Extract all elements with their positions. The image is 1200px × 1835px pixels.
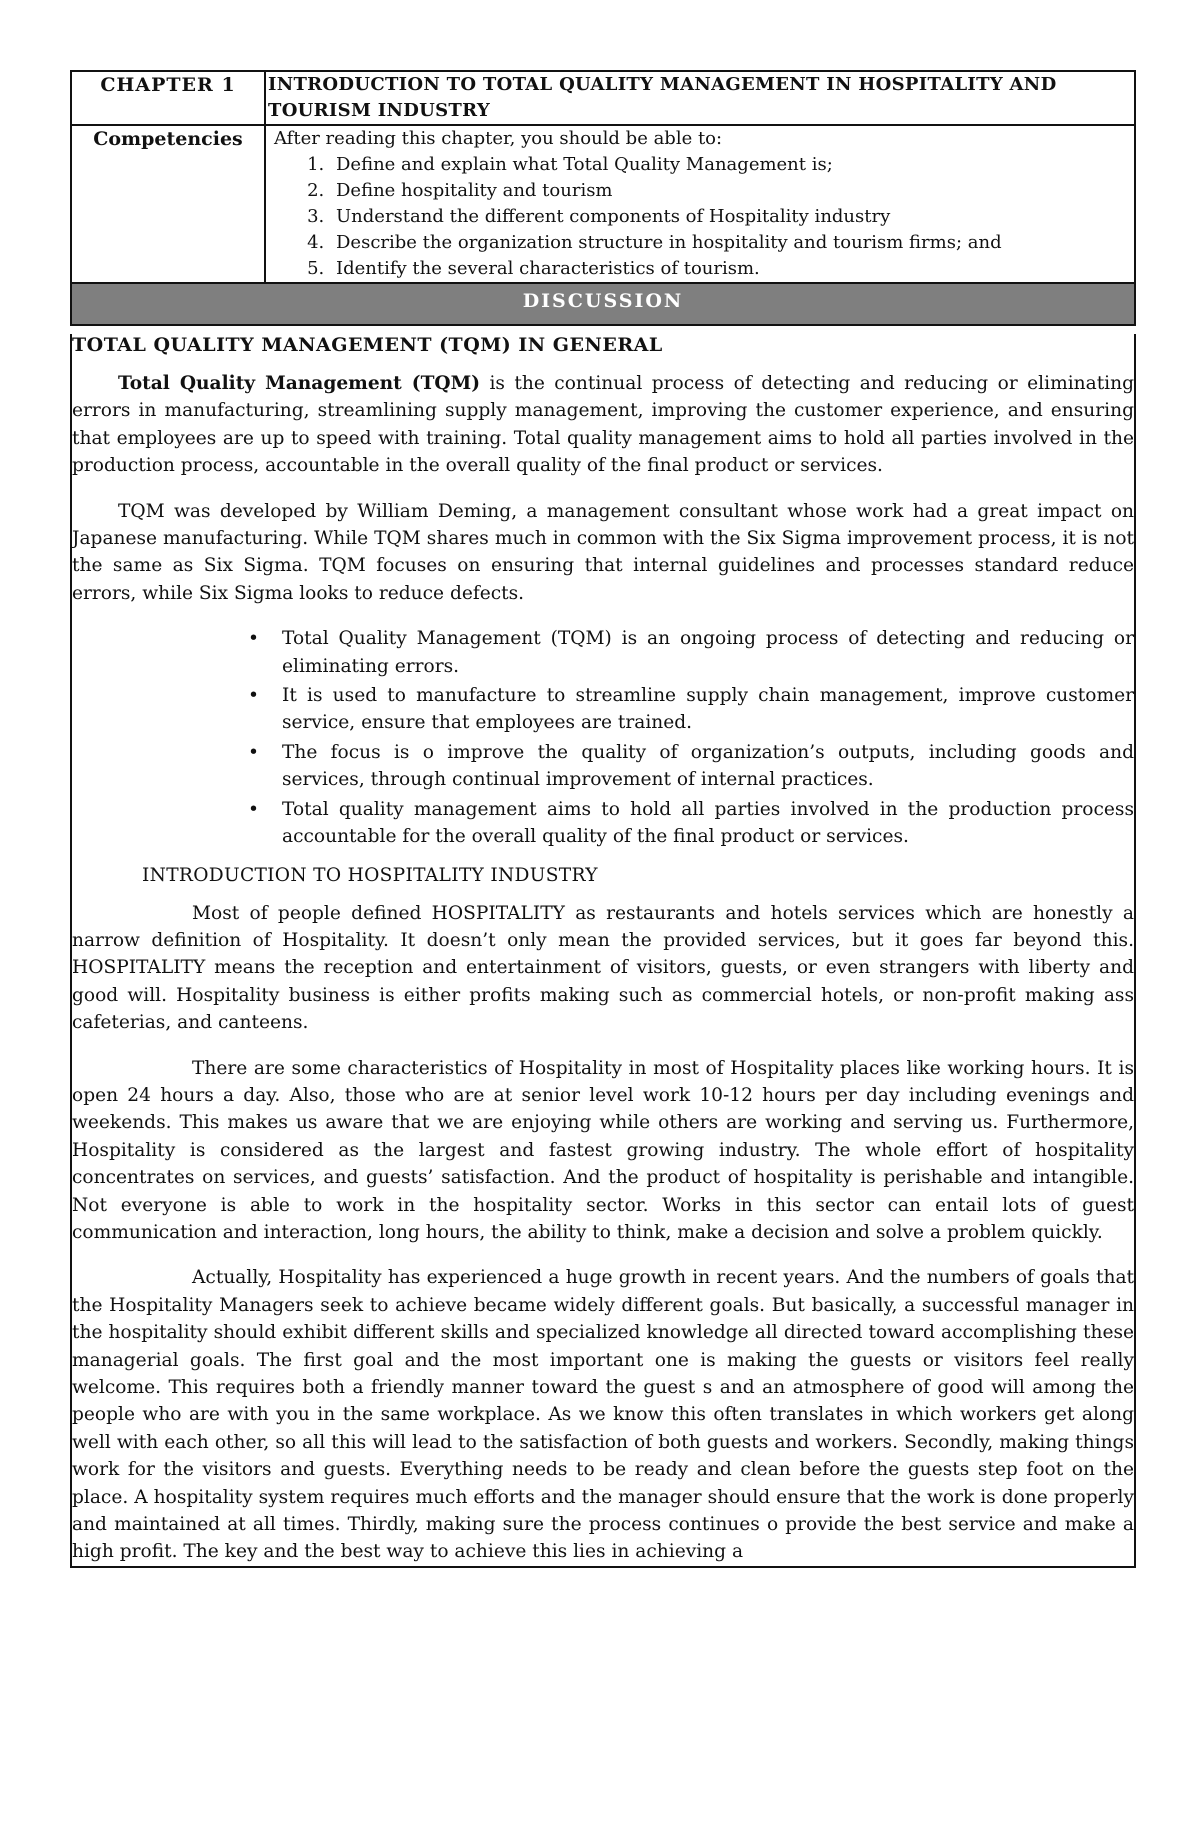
bullet-item <box>248 796 1134 851</box>
document-page <box>70 70 1136 1568</box>
bullet-icon: • <box>248 628 259 650</box>
bullet-text: Total quality management aims to hold all parties involved in the production process accountable for the overall quality of the final product or services. <box>282 798 1134 848</box>
paragraph: TQM was developed by William Deming, a management consultant whose work had a great impact on Japanese manufacturing. While TQM shares much in common with the Six Sigma improvement process, it is not the same as Six Sigma. TQM focuses on ensuring that internal guidelines and processes standard reduce errors, while Six Sigma looks to reduce defects. <box>72 500 1134 604</box>
paragraph: Most of people defined HOSPITALITY as restaurants and hotels services which are honestly a narrow definition of Hospitality. It doesn’t only mean the provided services, but it goes far beyond this. HOSPITALITY means the reception and entertainment of visitors, guests, or even strangers with liberty and good will. Hospitality business is either profits making such as commercial hotels, or non-profit making ass cafeterias, and canteens. <box>72 902 1134 1034</box>
section-heading-hospitality: INTRODUCTION TO HOSPITALITY INDUSTRY <box>142 864 598 886</box>
bullet-item <box>248 625 1134 680</box>
competency-item: 1. Define and explain what Total Quality Management is; <box>330 152 1134 178</box>
competencies-list <box>274 152 1134 282</box>
competencies-intro: After reading this chapter, you should be able to: <box>274 128 723 149</box>
discussion-body <box>70 334 1136 1568</box>
bullet-icon: • <box>248 798 259 820</box>
bold-term: Total Quality Management (TQM) <box>118 373 480 394</box>
competency-item: 2. Define hospitality and tourism <box>330 178 1134 204</box>
competencies-cell <box>265 125 1135 283</box>
bullet-text: Total Quality Management (TQM) is an ongoing process of detecting and reducing or eliminating errors. <box>282 628 1134 677</box>
tqm-bullet-list <box>72 625 1134 850</box>
paragraph: There are some characteristics of Hospitality in most of Hospitality places like working hours. It is open 24 hours a day. Also, those who are at senior level work 10-12 hours per day including evenings and weekends. This makes us aware that we are enjoying while others are working and serving us. Furthermore, Hospitality is considered as the largest and fastest growing industry. The whole effort of hospitality concentrates on services, and guests’ satisfaction. And the product of hospitality is perishable and intangible. Not everyone is able to work in the hospitality sector. Works in this sector can entail lots of guest communication and interaction, long hours, the ability to think, make a decision and solve a problem quickly. <box>72 1057 1134 1243</box>
bullet-icon: • <box>248 685 259 707</box>
chapter-title: INTRODUCTION TO TOTAL QUALITY MANAGEMENT IN HOSPITALITY AND TOURISM INDUSTRY <box>265 71 1135 125</box>
section-heading-tqm: TOTAL QUALITY MANAGEMENT (TQM) IN GENERAL <box>72 334 663 356</box>
discussion-banner: DISCUSSION <box>71 283 1135 325</box>
competency-item: 5. Identify the several characteristics of tourism. <box>330 256 1134 282</box>
bullet-text: It is used to manufacture to streamline supply chain management, improve customer service, ensure that employees are trained. <box>282 685 1134 734</box>
bullet-icon: • <box>248 741 259 763</box>
bullet-item <box>248 682 1134 737</box>
competency-item: 3. Understand the different components of Hospitality industry <box>330 204 1134 230</box>
paragraph-text: is the continual process of detecting and reducing or eliminating errors in manufacturing, streamlining supply management, improving the customer experience, and ensuring that employees are up to speed with training. Total quality management aims to hold all parties involved in the production process, accountable in the overall quality of the final product or services. <box>72 373 1135 477</box>
chapter-header-table <box>70 70 1136 326</box>
chapter-label: CHAPTER 1 <box>71 71 265 125</box>
competency-item: 4. Describe the organization structure in hospitality and tourism firms; and <box>330 230 1134 256</box>
bullet-item <box>248 739 1134 794</box>
paragraph <box>72 370 1134 480</box>
bullet-text: The focus is o improve the quality of organization’s outputs, including goods and services, through continual improvement of internal practices. <box>282 741 1134 791</box>
competencies-label: Competencies <box>71 125 265 283</box>
paragraph: Actually, Hospitality has experienced a huge growth in recent years. And the numbers of goals that the Hospitality Managers seek to achieve became widely different goals. But basically, a successful manager in the hospitality should exhibit different skills and specialized knowledge all directed toward accomplishing these managerial goals. The first goal and the most important one is making the guests or visitors feel really welcome. This requires both a friendly manner toward the guest s and an atmosphere of good will among the people who are with you in the same workplace. As we know this often translates in which workers get along well with each other, so all this will lead to the satisfaction of both guests and workers. Secondly, making things work for the visitors and guests. Everything needs to be ready and clean before the guests step foot on the place. A hospitality system requires much efforts and the manager should ensure that the work is done properly and maintained at all times. Thirdly, making sure the process continues o provide the best service and make a high profit. The key and the best way to achieve this lies in achieving a <box>72 1267 1134 1563</box>
